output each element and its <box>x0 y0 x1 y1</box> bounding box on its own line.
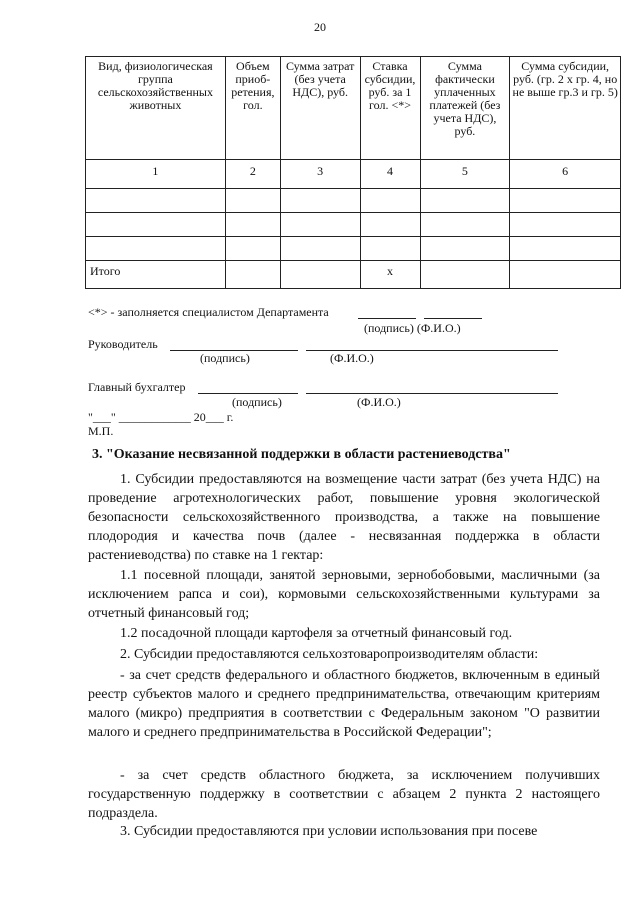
table-cell <box>86 237 226 261</box>
table-cell <box>280 261 360 289</box>
table-cell <box>510 189 621 213</box>
head-sign-caption: (подпись) <box>200 351 250 365</box>
signature-line <box>198 393 298 394</box>
date-line: "___" ____________ 20___ г. <box>88 410 234 424</box>
table-cell <box>420 213 510 237</box>
specialist-caption: (подпись) (Ф.И.О.) <box>364 321 461 335</box>
table-cell <box>360 189 420 213</box>
table-cell <box>225 189 280 213</box>
table-cell <box>86 189 226 213</box>
table-cell <box>225 237 280 261</box>
table-row <box>86 213 621 237</box>
table-cell <box>280 237 360 261</box>
paragraph: 1.2 посадочной площади картофеля за отчетный финансовый год. <box>120 626 513 641</box>
table-cell <box>225 261 280 289</box>
head-name-caption: (Ф.И.О.) <box>330 351 374 365</box>
paragraph: - за счет средств федерального и областного бюджетов, включенным в единый реестр субъектов малого и среднего предпринимательства, отвечающим критериям малого (микро) предприятия в соответствии с Федеральным законом "О развитии малого и среднего предпринимательства в Российской Федерации"; <box>88 668 600 740</box>
name-line <box>306 393 558 394</box>
total-row <box>86 261 621 289</box>
head-label: Руководитель <box>88 337 158 351</box>
header-subsidy-amount: Сумма субсидии, руб. (гр. 2 х гр. 4, но не выше гр.3 и гр. 5) <box>510 57 621 160</box>
table-cell <box>280 189 360 213</box>
signature-line <box>358 318 416 319</box>
section-heading: 3. "Оказание несвязанной поддержки в области растениеводства" <box>92 447 511 462</box>
column-number: 3 <box>280 160 360 189</box>
header-paid-amount: Сумма фактически уплаченных платежей (без учета НДС), руб. <box>420 57 510 160</box>
header-animal-group: Вид, физиологическая группа сельскохозяйственных животных <box>86 57 226 160</box>
paragraph: 1.1 посевной площади, занятой зерновыми, зернобобовыми, масличными (за исключением рапса и сои), кормовыми сельскохозяйственными культурами за отчетный финансовый год; <box>88 568 600 621</box>
table-cell <box>510 237 621 261</box>
column-number: 6 <box>510 160 621 189</box>
table-cell <box>510 213 621 237</box>
page-number: 20 <box>314 20 326 34</box>
paragraph: 2. Субсидии предоставляются сельхозтоваропроизводителям области: <box>120 647 539 662</box>
stamp-mark: М.П. <box>88 424 114 438</box>
name-line <box>424 318 482 319</box>
header-costs: Сумма затрат (без учета НДС), руб. <box>280 57 360 160</box>
header-purchase-volume: Объем приоб- ретения, гол. <box>225 57 280 160</box>
column-number: 5 <box>420 160 510 189</box>
accountant-name-caption: (Ф.И.О.) <box>357 395 401 409</box>
column-number: 4 <box>360 160 420 189</box>
table-cell <box>225 213 280 237</box>
table-cell <box>86 213 226 237</box>
accountant-label: Главный бухгалтер <box>88 380 186 394</box>
table-cell <box>360 213 420 237</box>
paragraph: 1. Субсидии предоставляются на возмещение части затрат (без учета НДС) на проведение агротехнологических работ, повышение уровня экологической безопасности сельскохозяйственного производства, а также на повышение плодородия и качества почв (далее - несвязанная поддержка в области растениеводства) по ставке на 1 гектар: <box>88 472 600 563</box>
column-number: 2 <box>225 160 280 189</box>
table-cell <box>420 261 510 289</box>
table-cell <box>360 237 420 261</box>
total-rate-mark: х <box>360 261 420 289</box>
specialist-note: <*> - заполняется специалистом Департамента <box>88 305 329 319</box>
paragraph: 3. Субсидии предоставляются при условии использования при посеве <box>120 824 538 839</box>
accountant-sign-caption: (подпись) <box>232 395 282 409</box>
table-header-row <box>86 57 621 160</box>
table-row <box>86 189 621 213</box>
paragraph: - за счет средств областного бюджета, за исключением получивших государственную поддержку в соответствии с абзацем 2 пункта 2 настоящего подраздела. <box>88 768 600 821</box>
table-cell <box>510 261 621 289</box>
table-cell <box>280 213 360 237</box>
table-cell <box>420 237 510 261</box>
header-subsidy-rate: Ставка субсидии, руб. за 1 гол. <*> <box>360 57 420 160</box>
subsidy-table <box>85 56 621 289</box>
total-label: Итого <box>86 261 226 289</box>
table-row <box>86 237 621 261</box>
column-number: 1 <box>86 160 226 189</box>
column-number-row <box>86 160 621 189</box>
table-cell <box>420 189 510 213</box>
